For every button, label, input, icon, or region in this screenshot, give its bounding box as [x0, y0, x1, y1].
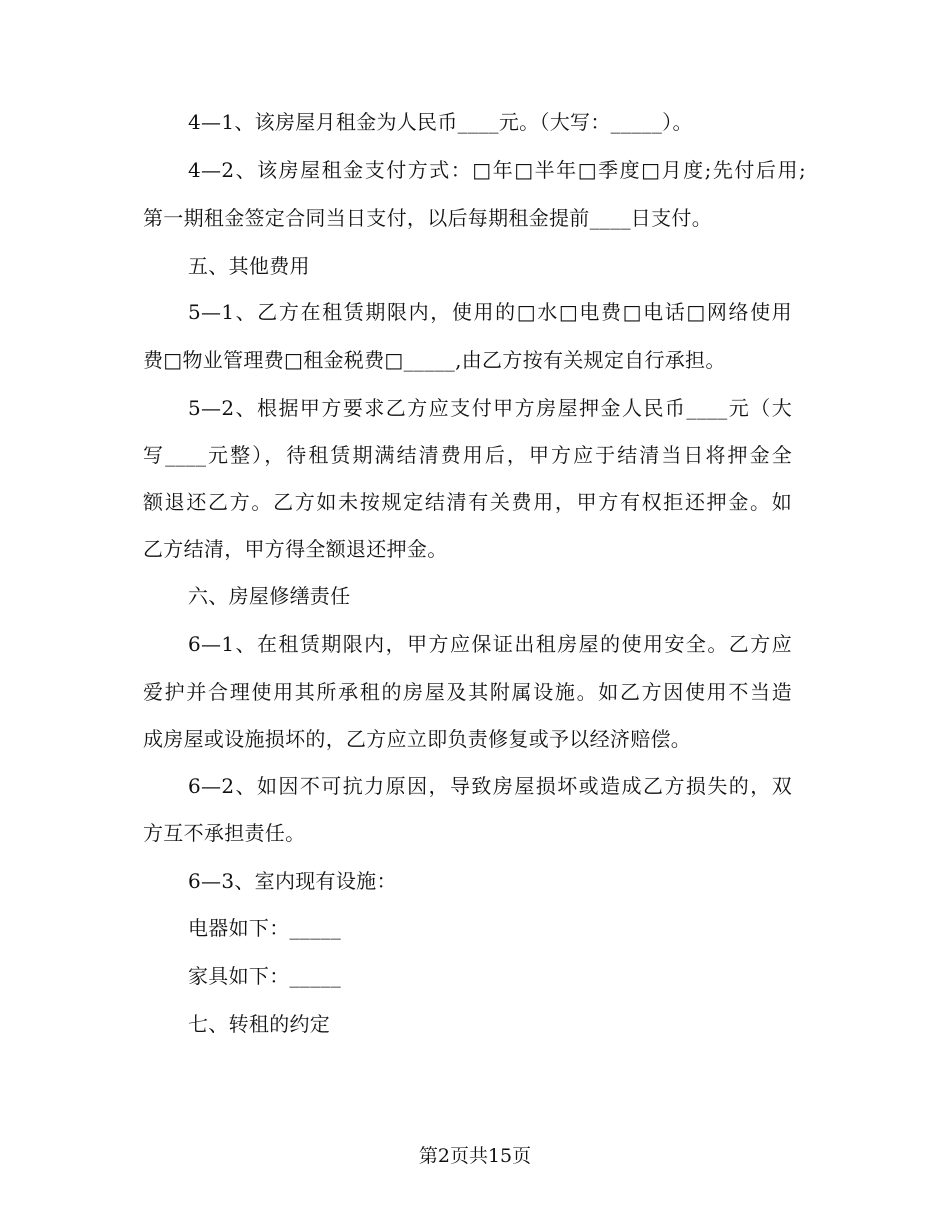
clause-5-1-line-1: 5—1、乙方在租赁期限内，使用的□水□电费□电话□网络使用: [188, 300, 792, 324]
clause-6-1-line-1: 6—1、在租赁期限内，甲方应保证出租房屋的使用安全。乙方应: [188, 632, 792, 656]
clause-6-3: 6—3、室内现有设施：: [188, 869, 397, 893]
clause-4-2-line-1: 4—2、该房屋租金支付方式：□年□半年□季度□月度;先付后用;: [188, 158, 806, 182]
appliances-list: 电器如下：_____: [188, 916, 341, 940]
clause-5-2-line-4: 乙方结清，甲方得全额退还押金。: [143, 537, 448, 561]
furniture-list: 家具如下：_____: [188, 964, 341, 988]
clause-5-2-line-3: 额退还乙方。乙方如未按规定结清有关费用，甲方有权拒还押金。如: [143, 490, 792, 514]
page-number-footer: 第2页共15页: [418, 1145, 532, 1167]
clause-4-1: 4—1、该房屋月租金为人民币____元。（大写：_____）。: [188, 110, 693, 134]
clause-5-2-line-1: 5—2、根据甲方要求乙方应支付甲方房屋押金人民币____元（大: [188, 396, 792, 420]
clause-5-2-line-2: 写____元整），待租赁期满结清费用后，甲方应于结清当日将押金全: [143, 443, 792, 467]
section-5-heading: 五、其他费用: [188, 254, 310, 278]
section-7-heading: 七、转租的约定: [188, 1012, 331, 1036]
clause-5-1-line-2: 费□物业管理费□租金税费□_____,由乙方按有关规定自行承担。: [143, 348, 726, 372]
clause-4-2-line-2: 第一期租金签定合同当日支付，以后每期租金提前____日支付。: [143, 206, 712, 230]
clause-6-2-line-2: 方互不承担责任。: [143, 821, 306, 845]
clause-6-2-line-1: 6—2、如因不可抗力原因，导致房屋损坏或造成乙方损失的，双: [188, 774, 792, 798]
clause-6-1-line-2: 爱护并合理使用其所承租的房屋及其附属设施。如乙方因使用不当造: [143, 680, 792, 704]
clause-6-1-line-3: 成房屋或设施损坏的，乙方应立即负责修复或予以经济赔偿。: [143, 727, 692, 751]
section-6-heading: 六、房屋修缮责任: [188, 584, 351, 608]
